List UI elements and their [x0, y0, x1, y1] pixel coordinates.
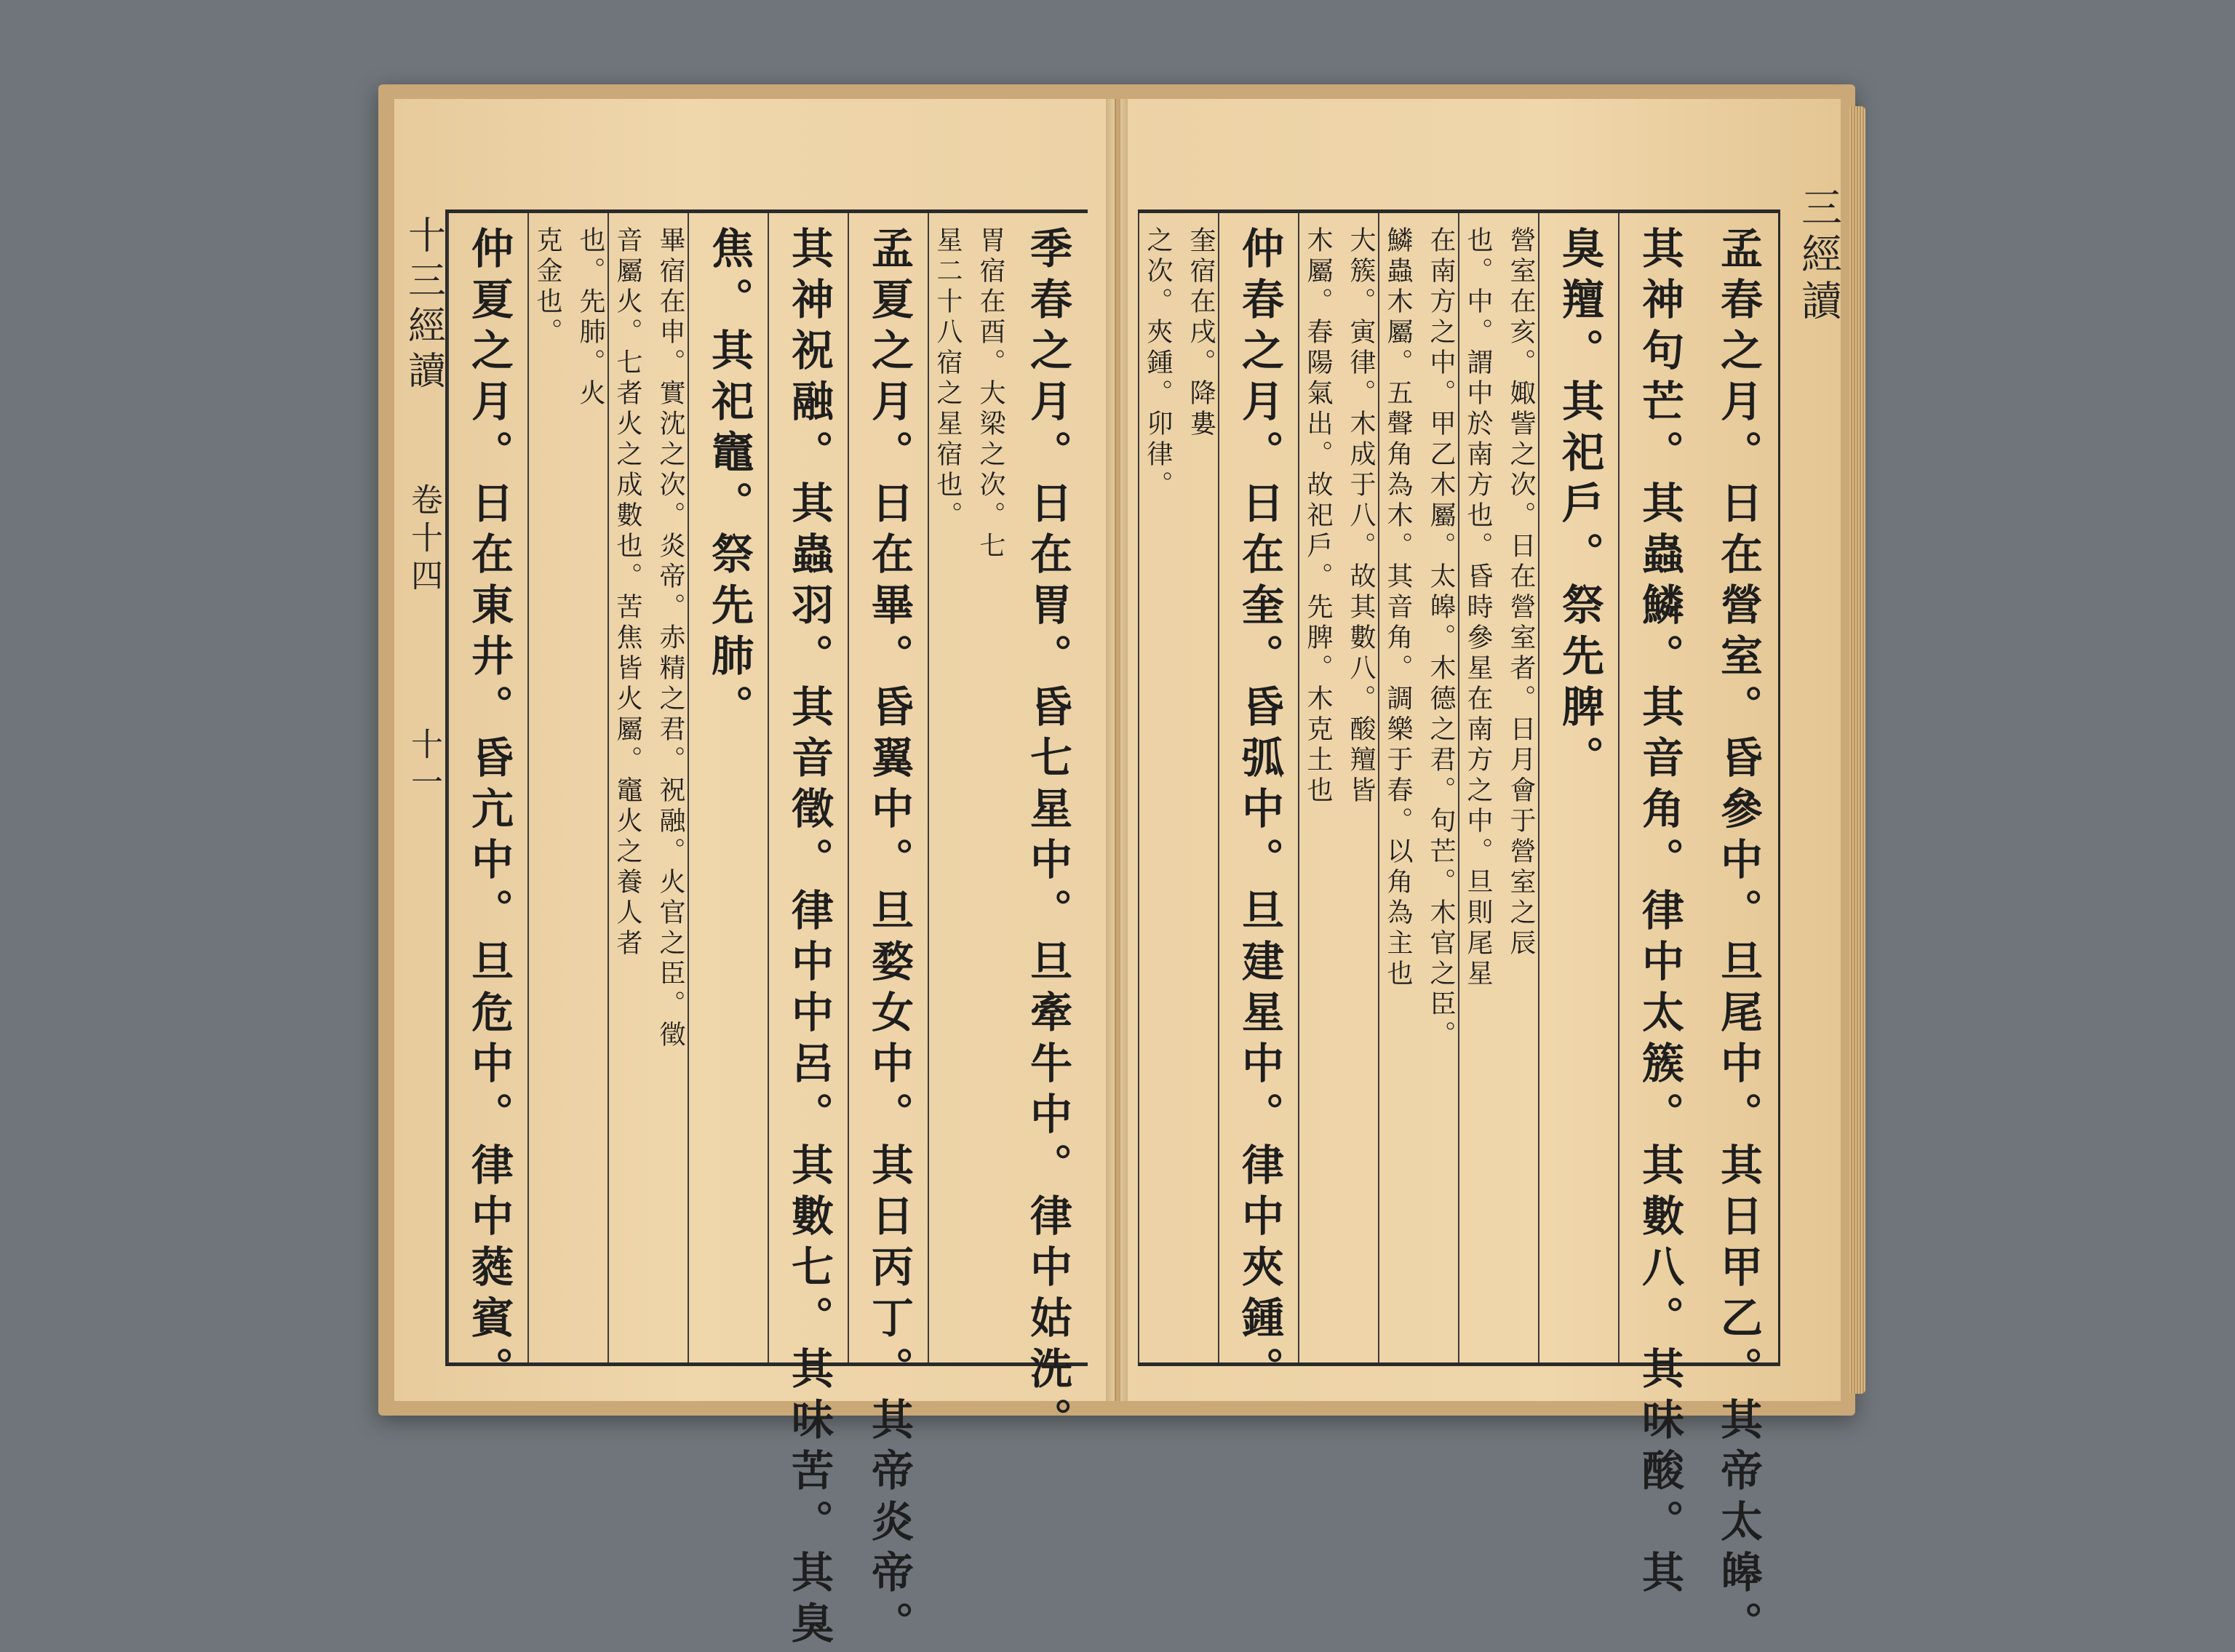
- commentary-column: 在南方之中。甲乙木屬。太皞。木德之君。句芒。木官之臣。 鱗蟲木屬。五聲角為木。其音角。調樂于春。以角為主也: [1378, 213, 1459, 1362]
- right-page: [1120, 99, 1842, 1652]
- right-text-frame: [1138, 210, 1780, 1652]
- book-gutter: [1106, 99, 1128, 1401]
- left-page-margin: [402, 208, 445, 1365]
- text-column: 其神祝融。其蟲羽。其音徵。律中中呂。其數七。其味苦。其臭: [768, 213, 849, 1362]
- book-title-margin: 十三經讀: [401, 215, 445, 396]
- commentary-column: 奎宿在戌。降婁 之次。夾鍾。卯律。: [1138, 213, 1219, 1362]
- page-number: 十一: [405, 727, 442, 803]
- text-column: 仲春之月。日在奎。昏弧中。旦建星中。律中夾鍾。: [1218, 213, 1299, 1362]
- open-book: [378, 84, 1855, 1652]
- left-text-frame: [445, 210, 1088, 1652]
- text-column: 仲夏之月。日在東井。昏亢中。旦危中。律中蕤賓。: [447, 213, 529, 1362]
- commentary-column: 營室在亥。娵訾之次。日在營室者。日月會于營室之辰 也。中。謂中於南方也。昏時參星在南方之中。旦則尾星: [1458, 213, 1539, 1362]
- text-column: 其神句芒。其蟲鱗。其音角。律中太簇。其數八。其味酸。其: [1618, 213, 1700, 1362]
- volume-label: 卷十四: [405, 483, 442, 596]
- book-title-margin-right: 三經讀: [1795, 186, 1842, 326]
- commentary-column: 胃宿在酉。大梁之次。七 星二十八宿之星宿也。: [928, 213, 1009, 1362]
- left-page: [394, 99, 1116, 1652]
- commentary-column: 也。先肺。火 克金也。: [527, 213, 609, 1362]
- text-column: 孟夏之月。日在畢。昏翼中。旦婺女中。其日丙丁。其帝炎帝。: [848, 213, 929, 1362]
- text-column: 季春之月。日在胃。昏七星中。旦牽牛中。律中姑洗。: [1023, 226, 1072, 1448]
- text-column: 焦。其祀竈。祭先肺。: [688, 213, 769, 1362]
- right-page-margin: [1793, 186, 1844, 404]
- commentary-column: 大簇。寅律。木成于八。故其數八。酸羶皆 木屬。春陽氣出。故祀戶。先脾。木克土也: [1298, 213, 1379, 1362]
- commentary-column: 畢宿在申。實沈之次。炎帝。赤精之君。祝融。火官之臣。徵 音屬火。七者火之成數也。苦焦皆火屬。竈火之養人者: [607, 213, 689, 1362]
- page-edges: [1849, 106, 1865, 1394]
- text-column: 臭羶。其祀戶。祭先脾。: [1538, 213, 1620, 1362]
- text-column: 孟春之月。日在營室。昏參中。旦尾中。其日甲乙。其帝太皞。: [1713, 226, 1763, 1652]
